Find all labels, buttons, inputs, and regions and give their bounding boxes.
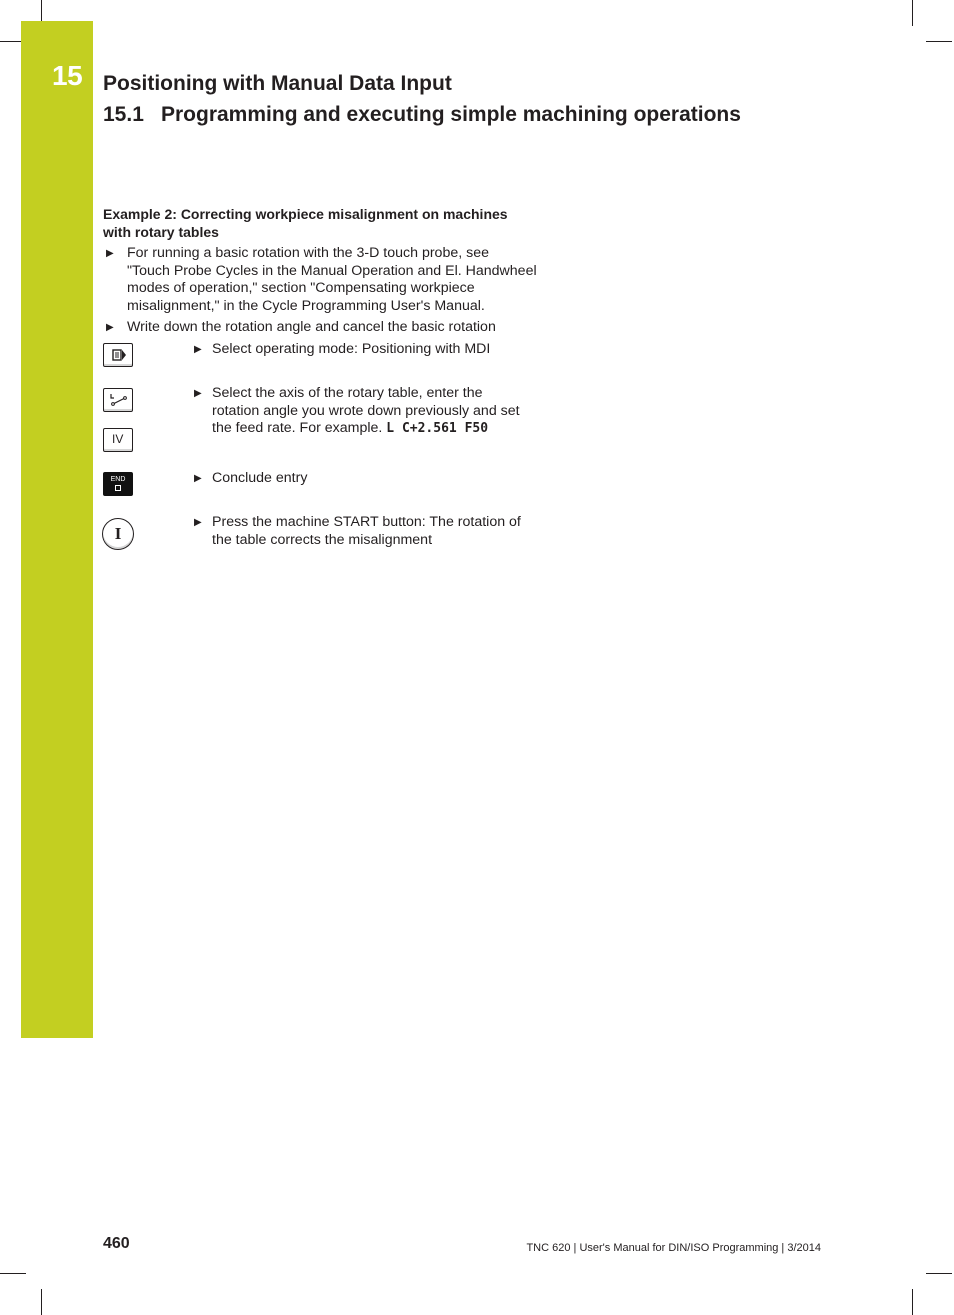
crop-mark xyxy=(912,1289,913,1315)
axis-iv-key: IV xyxy=(103,428,133,452)
page-number: 460 xyxy=(103,1235,130,1252)
crop-mark xyxy=(926,41,952,42)
end-key: END xyxy=(103,472,133,496)
step-text: Select operating mode: Positioning with MDI xyxy=(212,341,491,357)
footer-text: TNC 620 | User's Manual for DIN/ISO Programming | 3/2014 xyxy=(526,1242,821,1254)
chapter-title: Positioning with Manual Data Input xyxy=(103,72,452,95)
section-title: Programming and executing simple machining operations xyxy=(161,103,741,126)
crop-mark xyxy=(912,0,913,26)
triangle-right-icon: ▶ xyxy=(106,322,114,333)
step-text: Select the axis of the rotary table, enter the rotation angle you wrote down previously and set the feed rate. For example. L C+2.561 F50 xyxy=(212,385,520,436)
triangle-right-icon: ▶ xyxy=(106,248,114,259)
example-heading-line: with rotary tables xyxy=(103,223,219,240)
code-example: L C+2.561 F50 xyxy=(386,421,489,436)
list-item xyxy=(106,319,556,337)
triangle-right-icon: ▶ xyxy=(194,517,202,528)
step-item xyxy=(194,385,554,438)
example-heading-line: Example 2: Correcting workpiece misalignment on machines xyxy=(103,206,508,222)
section-number: 15.1 xyxy=(103,103,144,126)
step-item xyxy=(194,514,554,549)
crop-mark xyxy=(926,1273,952,1274)
triangle-right-icon: ▶ xyxy=(194,473,202,484)
step-text: Press the machine START button: The rotation of the table corrects the misalignment xyxy=(212,514,521,548)
list-item xyxy=(106,245,556,315)
crop-mark xyxy=(41,1289,42,1315)
section-heading xyxy=(103,103,741,127)
straight-line-key-icon xyxy=(103,388,133,412)
triangle-right-icon: ▶ xyxy=(194,344,202,355)
crop-mark xyxy=(0,1273,26,1274)
positioning-mdi-key-icon xyxy=(103,343,133,367)
chapter-sidebar xyxy=(21,21,93,1038)
step-text: Conclude entry xyxy=(212,470,308,486)
list-item-text: Write down the rotation angle and cancel the basic rotation xyxy=(127,319,496,335)
chapter-number: 15 xyxy=(52,60,83,91)
nc-start-key-icon: I xyxy=(102,518,134,550)
step-item xyxy=(194,341,554,359)
triangle-right-icon: ▶ xyxy=(194,388,202,399)
list-item-text: For running a basic rotation with the 3-D touch probe, see "Touch Probe Cycles in the Manual Operation and El. Handwheel modes of operation," section "Compensating workpiece misalignment," in the Cycle Programming User's Manual. xyxy=(127,245,537,314)
example-heading xyxy=(103,206,543,241)
step-item xyxy=(194,470,554,488)
